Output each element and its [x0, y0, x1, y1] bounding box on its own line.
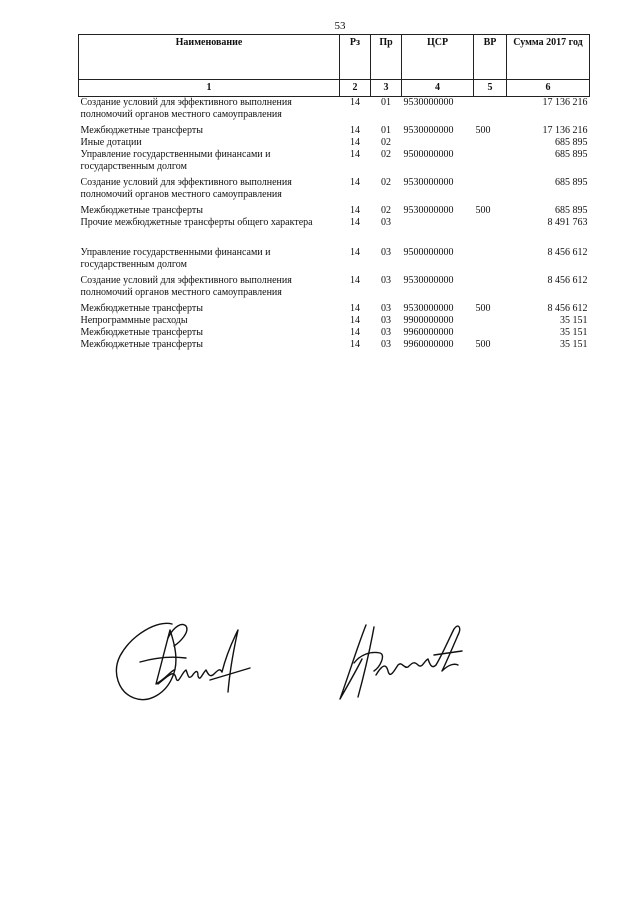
row-pr: 03 — [381, 247, 391, 258]
row-csr: 9960000000 — [403, 339, 454, 350]
row-vr — [474, 217, 507, 229]
row-vr: 500 — [475, 125, 491, 136]
row-csr — [402, 137, 474, 149]
row-rz: 14 — [350, 275, 360, 286]
row-rz: 14 — [350, 205, 360, 216]
row-vr — [474, 137, 507, 149]
row-vr — [474, 97, 507, 122]
row-sum: 8 456 612 — [547, 303, 588, 314]
row-pr: 01 — [381, 97, 391, 108]
table-row — [79, 177, 590, 201]
row-pr: 01 — [381, 125, 391, 136]
table-row — [79, 327, 590, 339]
row-vr: 500 — [475, 303, 491, 314]
table-row — [79, 205, 590, 217]
row-csr: 9530000000 — [403, 97, 454, 108]
row-vr: 500 — [475, 205, 491, 216]
row-csr: 9500000000 — [403, 149, 454, 160]
row-csr: 9530000000 — [403, 177, 454, 188]
row-csr: 9530000000 — [403, 205, 454, 216]
row-name: Межбюджетные трансферты — [80, 205, 203, 216]
row-sum: 685 895 — [555, 137, 588, 148]
row-rz: 14 — [350, 125, 360, 136]
row-rz: 14 — [350, 303, 360, 314]
row-vr — [474, 315, 507, 327]
row-name: Управление государственными финансами и государственным долгом — [80, 247, 271, 270]
row-pr: 02 — [381, 205, 391, 216]
row-name: Межбюджетные трансферты — [80, 327, 203, 338]
row-sum: 8 456 612 — [547, 247, 588, 258]
row-pr: 03 — [381, 217, 391, 228]
row-pr: 03 — [381, 327, 391, 338]
row-csr: 9500000000 — [403, 247, 454, 258]
row-name: Межбюджетные трансферты — [80, 339, 203, 350]
row-sum: 8 491 763 — [547, 217, 588, 228]
table-row — [79, 275, 590, 299]
row-rz: 14 — [350, 327, 360, 338]
row-pr: 02 — [381, 149, 391, 160]
row-rz: 14 — [350, 315, 360, 326]
row-vr — [474, 327, 507, 339]
row-sum: 17 136 216 — [542, 97, 588, 108]
row-pr: 03 — [381, 303, 391, 314]
row-csr: 9530000000 — [403, 125, 454, 136]
row-name: Создание условий для эффективного выполнения полномочий органов местного самоуправления — [80, 177, 292, 200]
row-sum: 685 895 — [555, 177, 588, 188]
row-name: Создание условий для эффективного выполнения полномочий органов местного самоуправления — [80, 97, 292, 120]
table-row — [79, 97, 590, 122]
row-name: Прочие межбюджетные трансферты общего характера — [80, 217, 313, 228]
row-sum: 685 895 — [555, 149, 588, 160]
row-csr: 9530000000 — [403, 275, 454, 286]
page-number: 53 — [334, 20, 346, 32]
row-sum: 17 136 216 — [542, 125, 588, 136]
signature-right — [330, 615, 480, 710]
row-vr — [474, 149, 507, 173]
row-sum: 35 151 — [560, 327, 588, 338]
row-sum: 685 895 — [555, 205, 588, 216]
row-pr: 03 — [381, 339, 391, 350]
row-csr: 9900000000 — [403, 315, 454, 326]
column-number: 2 — [340, 80, 371, 97]
row-pr: 03 — [381, 315, 391, 326]
table-row — [79, 137, 590, 149]
row-rz: 14 — [350, 149, 360, 160]
table-row — [79, 303, 590, 315]
header-rz: Рз — [340, 35, 371, 80]
column-number: 4 — [402, 80, 474, 97]
budget-table — [78, 34, 590, 351]
row-name: Межбюджетные трансферты — [80, 303, 203, 314]
row-rz: 14 — [350, 247, 360, 258]
row-csr: 9960000000 — [403, 327, 454, 338]
row-rz: 14 — [350, 137, 360, 148]
table-row — [79, 315, 590, 327]
column-number: 6 — [507, 80, 590, 97]
row-vr — [474, 177, 507, 201]
row-sum: 8 456 612 — [547, 275, 588, 286]
signature-left — [110, 612, 260, 712]
column-number: 5 — [474, 80, 507, 97]
table-row — [79, 217, 590, 229]
row-vr — [474, 247, 507, 271]
header-pr: Пр — [371, 35, 402, 80]
row-csr — [402, 217, 474, 229]
row-name: Межбюджетные трансферты — [80, 125, 203, 136]
row-pr: 02 — [381, 177, 391, 188]
header-name: Наименование — [79, 35, 340, 80]
row-name: Создание условий для эффективного выполнения полномочий органов местного самоуправления — [80, 275, 292, 298]
row-rz: 14 — [350, 97, 360, 108]
row-vr: 500 — [475, 339, 491, 350]
row-name: Иные дотации — [80, 137, 142, 148]
header-row — [79, 35, 590, 80]
row-name: Непрограммные расходы — [80, 315, 188, 326]
row-name: Управление государственными финансами и государственным долгом — [80, 149, 271, 172]
row-sum: 35 151 — [560, 339, 588, 350]
column-number: 3 — [371, 80, 402, 97]
header-csr: ЦСР — [402, 35, 474, 80]
row-csr: 9530000000 — [403, 303, 454, 314]
row-rz: 14 — [350, 177, 360, 188]
row-pr: 03 — [381, 275, 391, 286]
header-sum: Сумма 2017 год — [507, 35, 590, 80]
row-rz: 14 — [350, 339, 360, 350]
table-row — [79, 247, 590, 271]
row-sum: 35 151 — [560, 315, 588, 326]
row-rz: 14 — [350, 217, 360, 228]
table-row — [79, 125, 590, 137]
header-vr: ВР — [474, 35, 507, 80]
column-number: 1 — [79, 80, 340, 97]
table-row — [79, 149, 590, 173]
column-number-row — [79, 80, 590, 97]
row-vr — [474, 275, 507, 299]
row-pr: 02 — [381, 137, 391, 148]
table-row — [79, 339, 590, 351]
